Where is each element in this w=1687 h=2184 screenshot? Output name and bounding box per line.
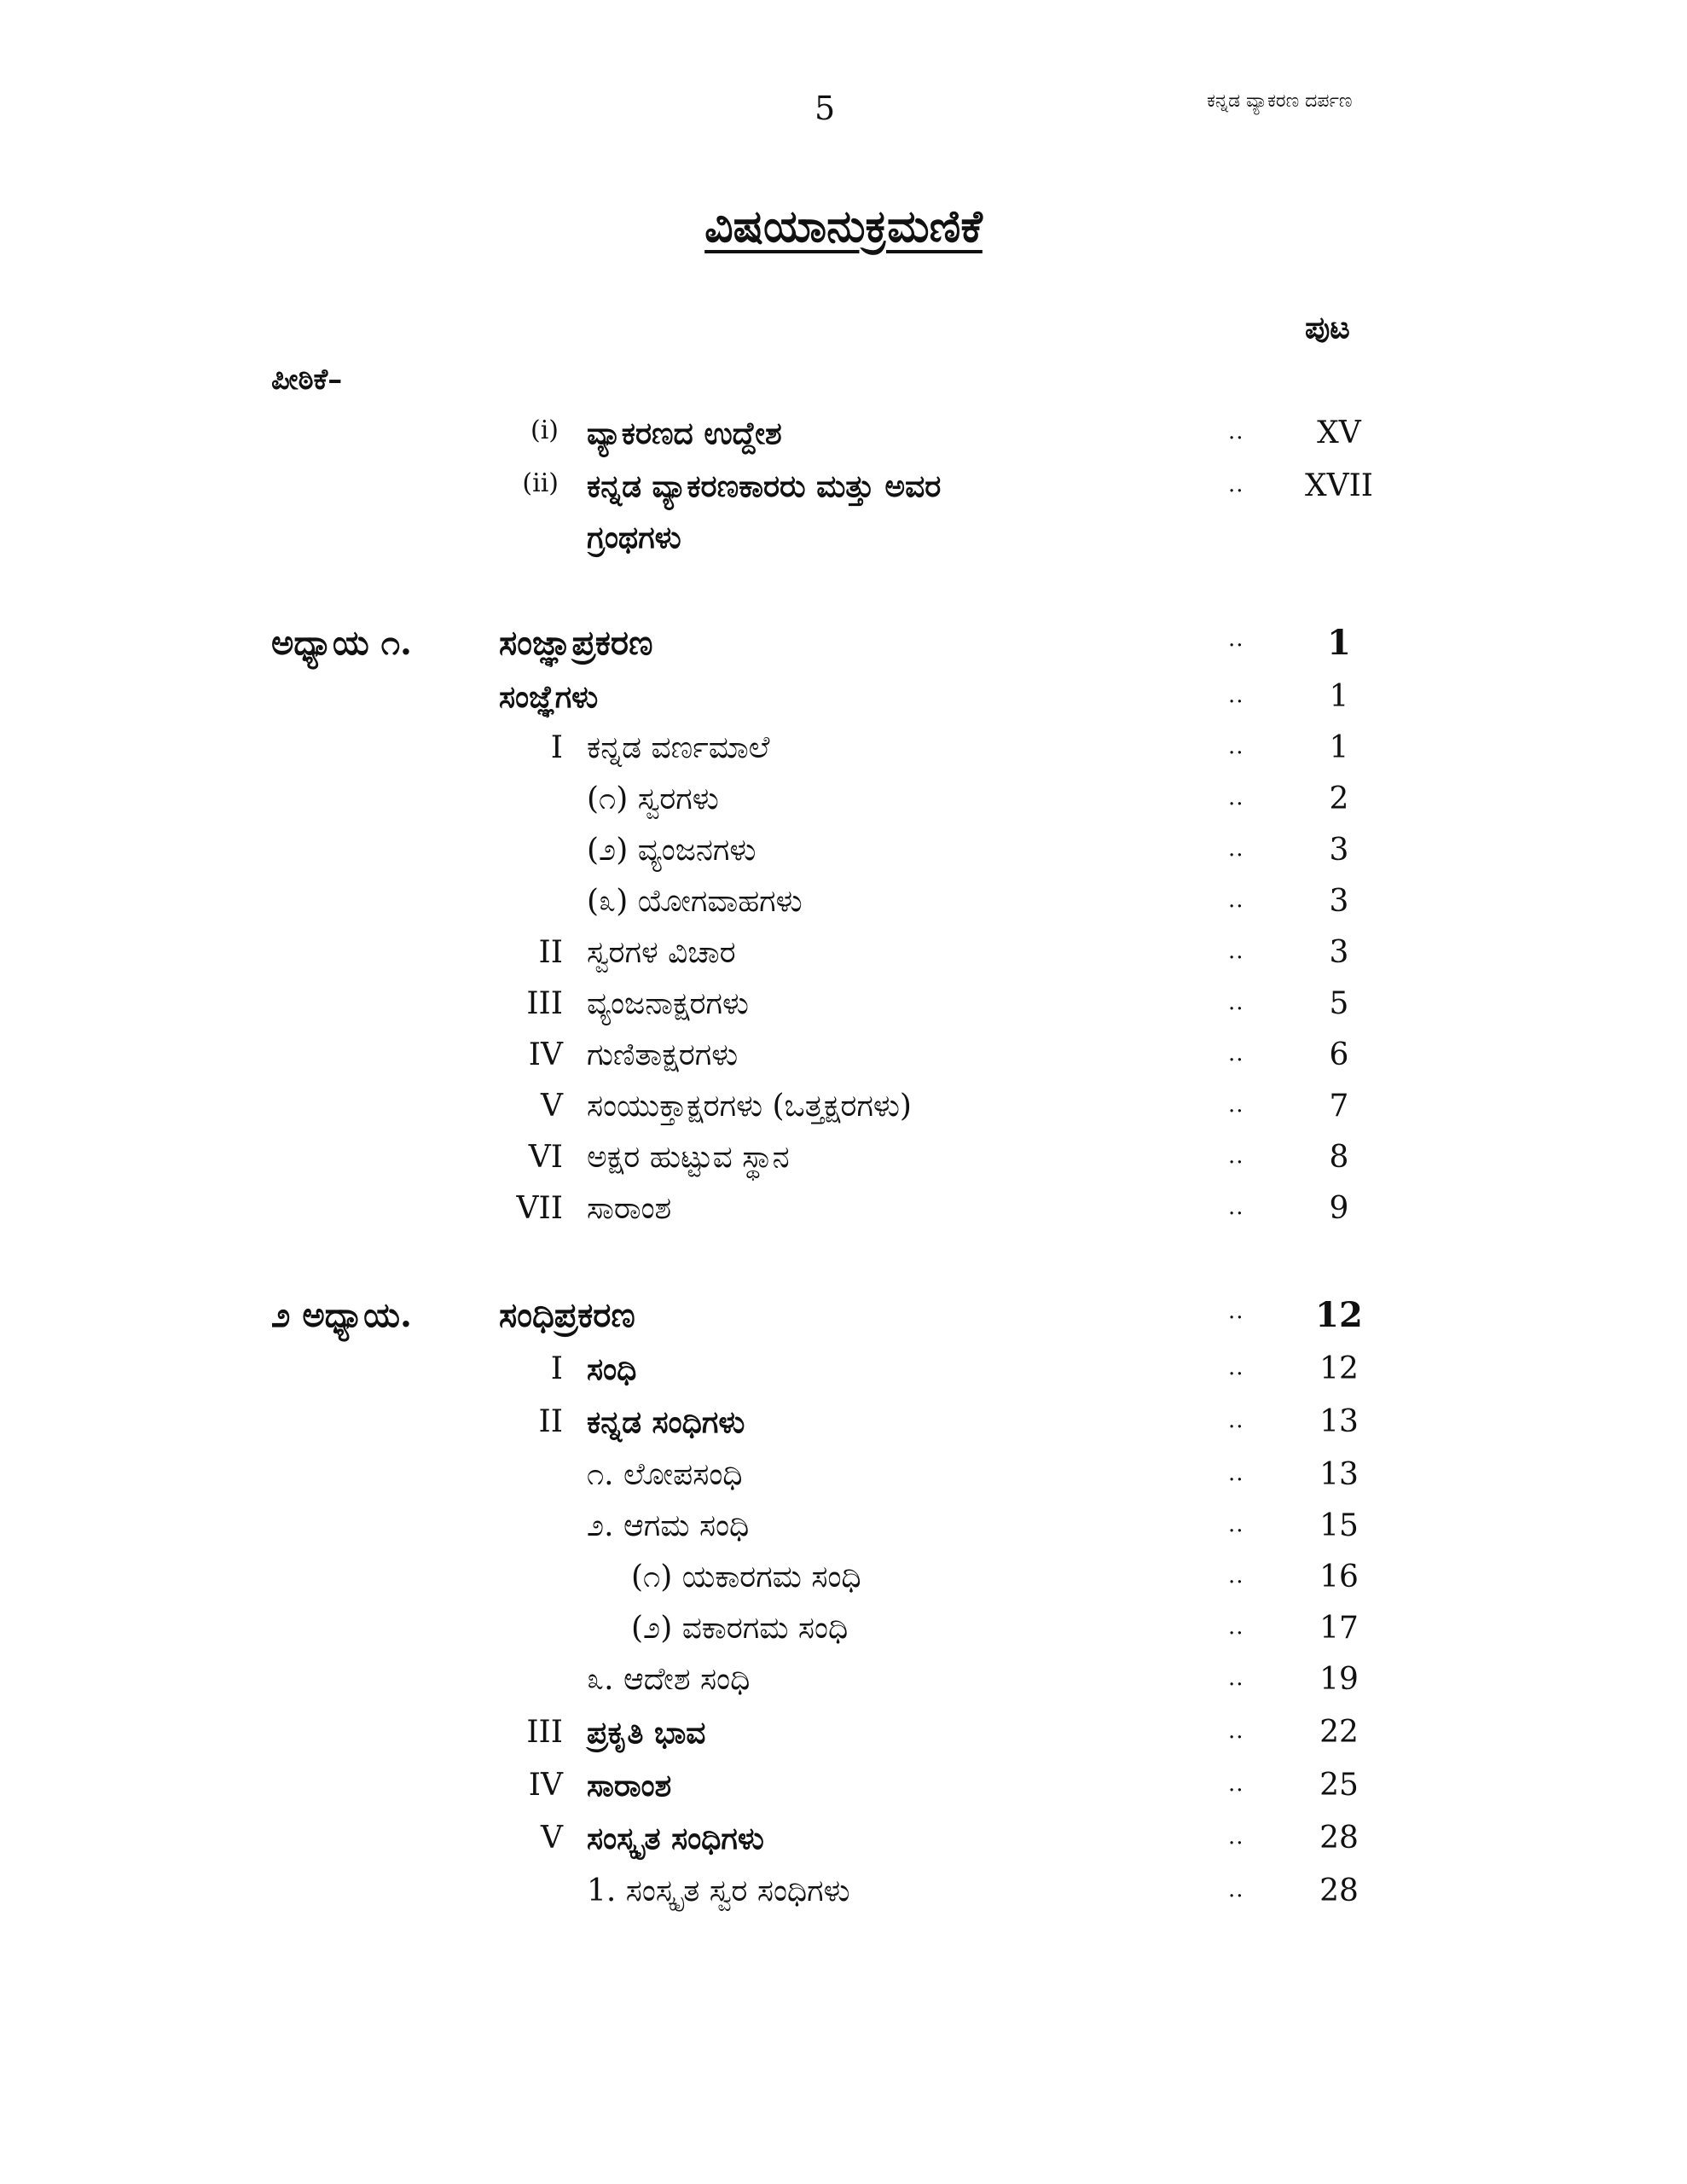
toc-leader: ..: [1228, 1718, 1244, 1744]
toc-entry: ವ್ಯಾಕರಣದ ಉದ್ದೇಶ: [587, 415, 782, 451]
page-title: [0, 200, 1687, 253]
toc-entry: (೧) ಸ್ವರಗಳು: [587, 781, 719, 816]
chapter-title: ಸಂಧಿಪ್ರಕರಣ: [499, 1295, 635, 1335]
toc-row: [0, 833, 1687, 882]
toc-entry: (೨) ವಕಾರಗಮ ಸಂಧಿ: [631, 1611, 849, 1646]
toc-leader: ..: [1228, 1298, 1244, 1324]
toc-leader: ..: [1228, 1143, 1244, 1169]
toc-page: 1: [1329, 679, 1349, 714]
toc-row: [0, 1089, 1687, 1138]
toc-row: [0, 884, 1687, 933]
page-number: 5: [815, 90, 836, 127]
toc-entry: ಸಾರಾಂಶ: [587, 1768, 672, 1804]
toc-entry: ಅಕ್ಷರ ಹುಟ್ಟುವ ಸ್ಥಾನ: [587, 1140, 790, 1175]
toc-leader: ..: [1228, 682, 1244, 708]
toc-row: [0, 415, 1687, 465]
toc-number: (ii): [522, 468, 559, 498]
toc-row: [0, 1351, 1687, 1401]
toc-page: 12: [1319, 1351, 1359, 1386]
toc-leader: ..: [1228, 887, 1244, 913]
toc-leader: ..: [1228, 1614, 1244, 1640]
toc-page: 7: [1329, 1089, 1349, 1124]
toc-row: [0, 1821, 1687, 1870]
toc-leader: ..: [1228, 938, 1244, 964]
toc-page: 28: [1319, 1873, 1359, 1908]
toc-number: I: [550, 730, 563, 765]
toc-number: I: [550, 1351, 563, 1386]
toc-number: IV: [528, 1768, 563, 1803]
toc-row: [0, 1404, 1687, 1454]
toc-entry: ಗುಣಿತಾಕ್ಷರಗಳು: [587, 1037, 739, 1072]
toc-row: [0, 1508, 1687, 1558]
toc-row: [0, 935, 1687, 985]
toc-page: 5: [1329, 986, 1349, 1021]
toc-number: III: [526, 1715, 563, 1750]
toc-row: [0, 1037, 1687, 1087]
toc-page: 17: [1319, 1611, 1359, 1646]
toc-entry: ಕನ್ನಡ ವರ್ಣಮಾಲೆ: [587, 730, 770, 765]
chapter-label: ೨ ಅಧ್ಯಾಯ.: [271, 1295, 412, 1335]
toc-page: 22: [1319, 1715, 1359, 1750]
toc-leader: ..: [1228, 472, 1244, 497]
toc-entry: ೨. ಆಗಮ ಸಂಧಿ: [587, 1508, 750, 1543]
toc-leader: ..: [1228, 1194, 1244, 1220]
running-head: ಕನ್ನಡ ವ್ಯಾಕರಣ ದರ್ಪಣ: [1207, 90, 1353, 112]
toc-row: [0, 1140, 1687, 1189]
toc-page: 6: [1329, 1037, 1349, 1072]
toc-entry: ಸ್ವರಗಳ ವಿಚಾರ: [587, 935, 736, 970]
toc-leader: ..: [1228, 626, 1244, 652]
toc-number: II: [538, 1404, 563, 1439]
toc-page: 8: [1329, 1140, 1349, 1175]
toc-page: 1: [1327, 623, 1351, 663]
toc-leader: ..: [1228, 1355, 1244, 1380]
toc-number: (i): [530, 415, 559, 445]
toc-leader: ..: [1228, 1824, 1244, 1850]
page-title-text: ವಿಷಯಾನುಕ್ರಮಣಿಕೆ: [704, 200, 983, 253]
toc-leader: ..: [1228, 1877, 1244, 1902]
toc-row: [0, 1715, 1687, 1764]
toc-leader: ..: [1228, 419, 1244, 444]
toc-entry: ಪ್ರಕೃತಿ ಭಾವ: [587, 1715, 706, 1751]
toc-page: XVII: [1304, 468, 1374, 503]
preface-label: ಪೀಠಿಕೆ–: [271, 363, 343, 397]
toc-leader: ..: [1228, 1665, 1244, 1691]
toc-row: [0, 1662, 1687, 1711]
toc-row: [0, 1611, 1687, 1660]
chapter-label: ಅಧ್ಯಾಯ ೧.: [271, 623, 412, 663]
toc-page: 12: [1315, 1295, 1363, 1335]
toc-page: 1: [1329, 730, 1349, 765]
toc-number: II: [538, 935, 563, 970]
toc-leader: ..: [1228, 785, 1244, 810]
toc-number: V: [541, 1821, 563, 1856]
toc-leader: ..: [1228, 1512, 1244, 1537]
toc-leader: ..: [1228, 836, 1244, 862]
toc-entry: (೧) ಯಕಾರಗಮ ಸಂಧಿ: [631, 1560, 861, 1594]
toc-number: VI: [528, 1140, 563, 1175]
toc-page: 3: [1329, 884, 1349, 919]
toc-leader: ..: [1228, 1461, 1244, 1486]
toc-entry: ಸಂಧಿ: [587, 1351, 637, 1387]
toc-page: XV: [1317, 415, 1361, 450]
toc-entry: ಸಂಯುಕ್ತಾಕ್ಷರಗಳು (ಒತ್ತಕ್ಷರಗಳು): [587, 1089, 912, 1124]
toc-row: [0, 1457, 1687, 1507]
toc-entry: (೩) ಯೋಗವಾಹಗಳು: [587, 884, 803, 919]
toc-page: 3: [1329, 935, 1349, 970]
toc-row: [0, 1768, 1687, 1817]
toc-page: 28: [1319, 1821, 1359, 1856]
toc-row: [0, 468, 1687, 518]
toc-number: V: [541, 1089, 563, 1124]
toc-entry: ಕನ್ನಡ ಸಂಧಿಗಳು: [587, 1404, 745, 1440]
toc-page: 25: [1319, 1768, 1359, 1803]
toc-number: VII: [516, 1191, 563, 1226]
toc-row: [0, 730, 1687, 780]
chapter-title: ಸಂಜ್ಞಾಪ್ರಕರಣ: [499, 623, 653, 663]
toc-entry: 1. ಸಂಸ್ಕೃತ ಸ್ವರ ಸಂಧಿಗಳು: [587, 1873, 850, 1908]
toc-row: [0, 1560, 1687, 1609]
toc-entry: ೩. ಆದೇಶ ಸಂಧಿ: [587, 1662, 751, 1697]
toc-entry: ೧. ಲೋಪಸಂಧಿ: [587, 1457, 743, 1492]
toc-row: [0, 781, 1687, 831]
toc-page: 3: [1329, 833, 1349, 868]
toc-entry-continuation: ಗ್ರಂಥಗಳು: [587, 520, 681, 555]
toc-entry: ವ್ಯಂಜನಾಕ್ಷರಗಳು: [587, 986, 749, 1021]
toc-leader: ..: [1228, 990, 1244, 1015]
toc-leader: ..: [1228, 1563, 1244, 1589]
toc-entry: ಸಾರಾಂಶ: [587, 1191, 672, 1226]
toc-page: 2: [1329, 781, 1349, 816]
toc-entry: ಸಂಸ್ಕೃತ ಸಂಧಿಗಳು: [587, 1821, 764, 1856]
toc-page: 9: [1329, 1191, 1349, 1226]
toc-entry: (೨) ವ್ಯಂಜನಗಳು: [587, 833, 757, 868]
toc-page: 19: [1319, 1662, 1359, 1697]
toc-page: 15: [1319, 1508, 1359, 1543]
toc-row: [0, 1191, 1687, 1240]
toc-leader: ..: [1228, 1041, 1244, 1066]
toc-leader: ..: [1228, 734, 1244, 759]
toc-entry: ಸಂಜ್ಞೆಗಳು: [499, 679, 599, 715]
toc-number: IV: [528, 1037, 563, 1072]
toc-leader: ..: [1228, 1408, 1244, 1433]
chapter-heading: [0, 623, 1687, 672]
toc-page: 16: [1319, 1560, 1359, 1594]
toc-row: [0, 679, 1687, 729]
chapter-heading: [0, 1295, 1687, 1345]
toc-leader: ..: [1228, 1092, 1244, 1118]
toc-row: [0, 986, 1687, 1036]
toc-entry: ಕನ್ನಡ ವ್ಯಾಕರಣಕಾರರು ಮತ್ತು ಅವರ: [587, 468, 942, 504]
toc-row: [0, 1873, 1687, 1923]
page-column-label: ಪುಟ: [1305, 310, 1350, 346]
toc-leader: ..: [1228, 1771, 1244, 1797]
toc-page: 13: [1319, 1457, 1359, 1492]
toc-page: 13: [1319, 1404, 1359, 1439]
toc-number: III: [526, 986, 563, 1021]
